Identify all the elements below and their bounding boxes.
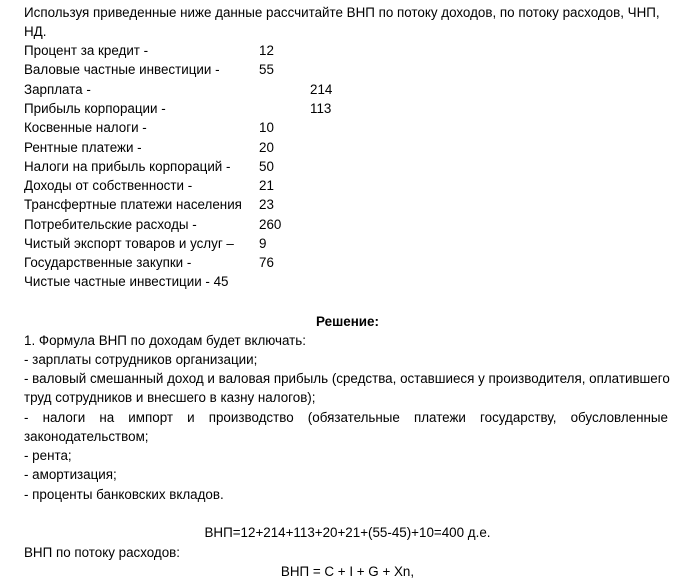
solution-paragraph: труд сотрудников и внесшего в казну налогов); — [24, 390, 316, 405]
task-intro-line2: НД. — [24, 24, 47, 39]
item-value: 76 — [259, 255, 274, 270]
item-value: 55 — [259, 62, 274, 77]
solution-paragraph: - зарплаты сотрудников организации; — [24, 352, 258, 367]
item-label: Валовые частные инвестиции - — [24, 62, 220, 77]
solution-paragraph: ВНП по потоку расходов: — [24, 545, 181, 560]
solution-paragraph: - валовый смешанный доход и валовая прибыль (средства, оставшиеся у производителя, оплатившего — [24, 371, 670, 386]
item-label: Доходы от собственности - — [24, 178, 193, 193]
item-value: 10 — [259, 120, 274, 135]
solution-paragraph: - проценты банковских вкладов. — [24, 487, 224, 502]
item-label: Налоги на прибыль корпораций - — [24, 159, 231, 174]
item-value: 9 — [259, 236, 267, 251]
solution-heading: Решение: — [316, 314, 379, 329]
item-label: Государственные закупки - — [24, 255, 192, 270]
item-label: Рентные платежи - — [24, 140, 142, 155]
item-value: 50 — [259, 159, 274, 174]
item-label: Чистый экспорт товаров и услуг – — [24, 236, 234, 251]
item-value: 113 — [310, 101, 332, 116]
item-label: Косвенные налоги - — [24, 120, 147, 135]
item-label: Чистые частные инвестиции - 45 — [24, 274, 229, 289]
item-label: Трансфертные платежи населения — [24, 197, 242, 212]
task-intro-line1: Используя приведенные ниже данные рассчитайте ВНП по потоку доходов, по потоку расходов, ЧНП, — [24, 5, 660, 20]
item-value: 21 — [259, 178, 274, 193]
formula-gnp-income: ВНП=12+214+113+20+21+(55-45)+10=400 д.е. — [204, 525, 491, 540]
item-label: Процент за кредит - — [24, 43, 149, 58]
item-label: Потребительские расходы - — [24, 217, 197, 232]
solution-paragraph: законодательством; — [24, 429, 149, 444]
solution-paragraph: - рента; — [24, 448, 72, 463]
solution-paragraph: 1. Формула ВНП по доходам будет включать: — [24, 333, 306, 348]
item-label: Прибыль корпорации - — [24, 101, 166, 116]
formula-gnp-expenditure: ВНП = С + I + G + Xn, — [280, 564, 415, 579]
item-label: Зарплата - — [24, 82, 91, 97]
item-value: 23 — [259, 197, 274, 212]
item-value: 260 — [259, 217, 282, 232]
item-value: 214 — [310, 82, 333, 97]
item-value: 12 — [259, 43, 274, 58]
item-value: 20 — [259, 140, 274, 155]
solution-paragraph: - налоги на импорт и производство (обязательные платежи государству, обусловленные — [24, 410, 668, 425]
solution-paragraph: - амортизация; — [24, 467, 117, 482]
